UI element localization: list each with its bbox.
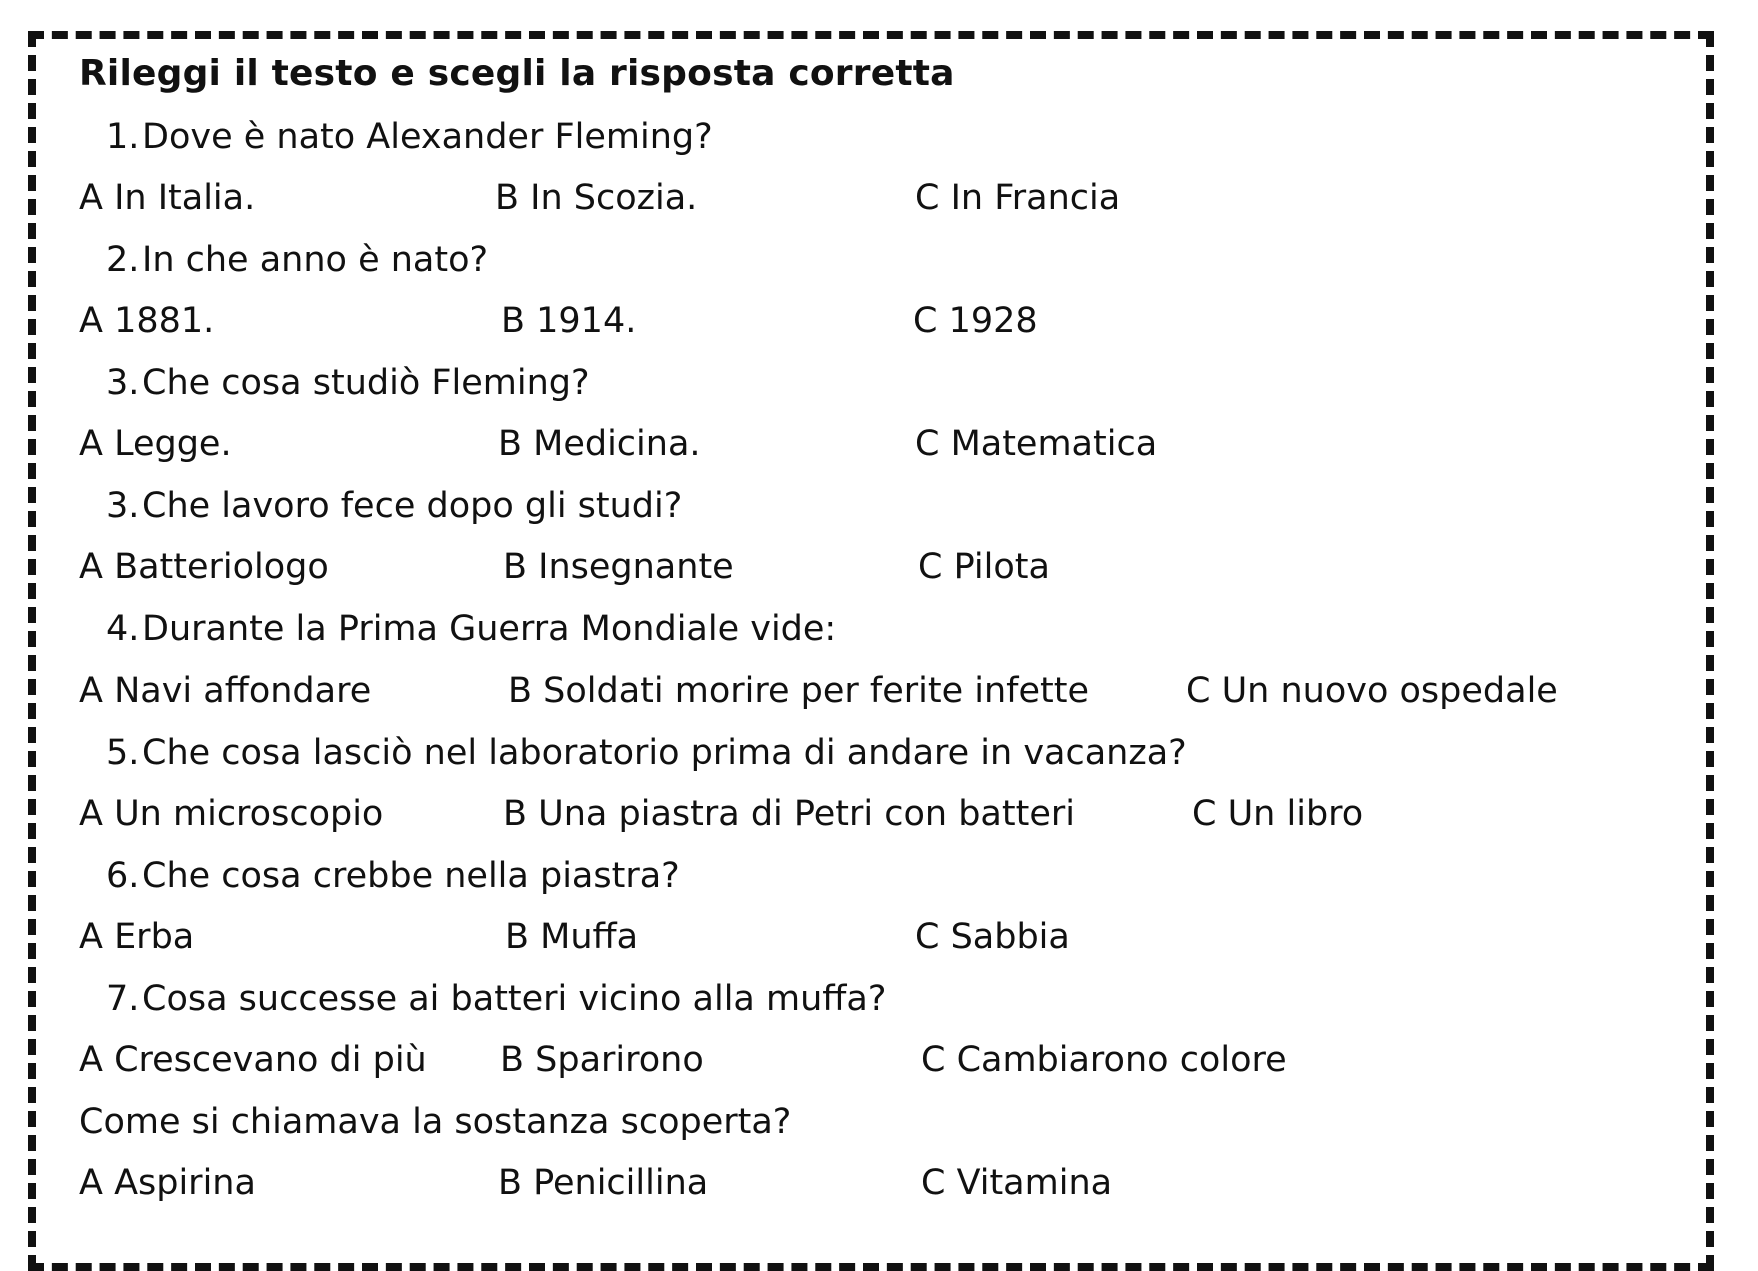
answer-option-c: C Sabbia (915, 917, 1070, 957)
question-2 (106, 240, 488, 280)
question-text: In che anno è nato? (142, 240, 489, 280)
question-text: Come si chiamava la sostanza scoperta? (79, 1102, 792, 1142)
answer-option-a: A Un microscopio (79, 794, 384, 834)
answer-option-b: B In Scozia. (495, 178, 698, 218)
question-number: 6. (106, 856, 140, 896)
answer-option-a: A 1881. (79, 301, 215, 341)
question-text: Dove è nato Alexander Fleming? (142, 117, 713, 157)
answer-option-b: B 1914. (501, 301, 637, 341)
question-9 (79, 1102, 791, 1142)
answer-option-b: B Soldati morire per ferite infette (508, 671, 1089, 711)
question-text: Che cosa lasciò nel laboratorio prima di andare in vacanza? (142, 733, 1187, 773)
answer-option-c: C In Francia (915, 178, 1121, 218)
answer-option-b: B Penicillina (498, 1163, 709, 1203)
question-6 (106, 733, 1187, 773)
answer-option-c: C Pilota (918, 547, 1050, 587)
question-number: 1. (106, 117, 140, 157)
question-8 (106, 979, 886, 1019)
answer-option-b: B Sparirono (500, 1040, 704, 1080)
answer-option-a: A Aspirina (79, 1163, 256, 1203)
question-5 (106, 609, 836, 649)
answer-option-a: A Legge. (79, 424, 232, 464)
question-number: 3. (106, 363, 140, 403)
question-number: 3. (106, 486, 140, 526)
answer-option-c: C Un libro (1192, 794, 1364, 834)
question-text: Che cosa studiò Fleming? (142, 363, 590, 403)
question-3 (106, 363, 590, 403)
answer-option-b: B Medicina. (498, 424, 701, 464)
question-1 (106, 117, 713, 157)
question-7 (106, 856, 680, 896)
answer-option-b: B Muffa (505, 917, 639, 957)
question-4 (106, 486, 682, 526)
question-number: 4. (106, 609, 140, 649)
question-text: Cosa successe ai batteri vicino alla muffa? (142, 979, 887, 1019)
answer-option-b: B Insegnante (503, 547, 734, 587)
answer-option-c: C Matematica (915, 424, 1158, 464)
question-number: 5. (106, 733, 140, 773)
answer-option-c: C 1928 (913, 301, 1038, 341)
answer-option-b: B Una piastra di Petri con batteri (503, 794, 1075, 834)
worksheet-title: Rileggi il testo e scegli la risposta corretta (79, 53, 955, 94)
question-text: Durante la Prima Guerra Mondiale vide: (142, 609, 837, 649)
answer-option-a: A Crescevano di più (79, 1040, 427, 1080)
question-text: Che lavoro fece dopo gli studi? (142, 486, 683, 526)
answer-option-a: A Batteriologo (79, 547, 329, 587)
answer-option-a: A In Italia. (79, 178, 256, 218)
question-text: Che cosa crebbe nella piastra? (142, 856, 680, 896)
answer-option-c: C Vitamina (921, 1163, 1113, 1203)
question-number: 7. (106, 979, 140, 1019)
dashed-border-frame (28, 31, 1714, 1271)
answer-option-a: A Erba (79, 917, 195, 957)
question-number: 2. (106, 240, 140, 280)
answer-option-a: A Navi affondare (79, 671, 372, 711)
answer-option-c: C Un nuovo ospedale (1186, 671, 1558, 711)
answer-option-c: C Cambiarono colore (921, 1040, 1287, 1080)
